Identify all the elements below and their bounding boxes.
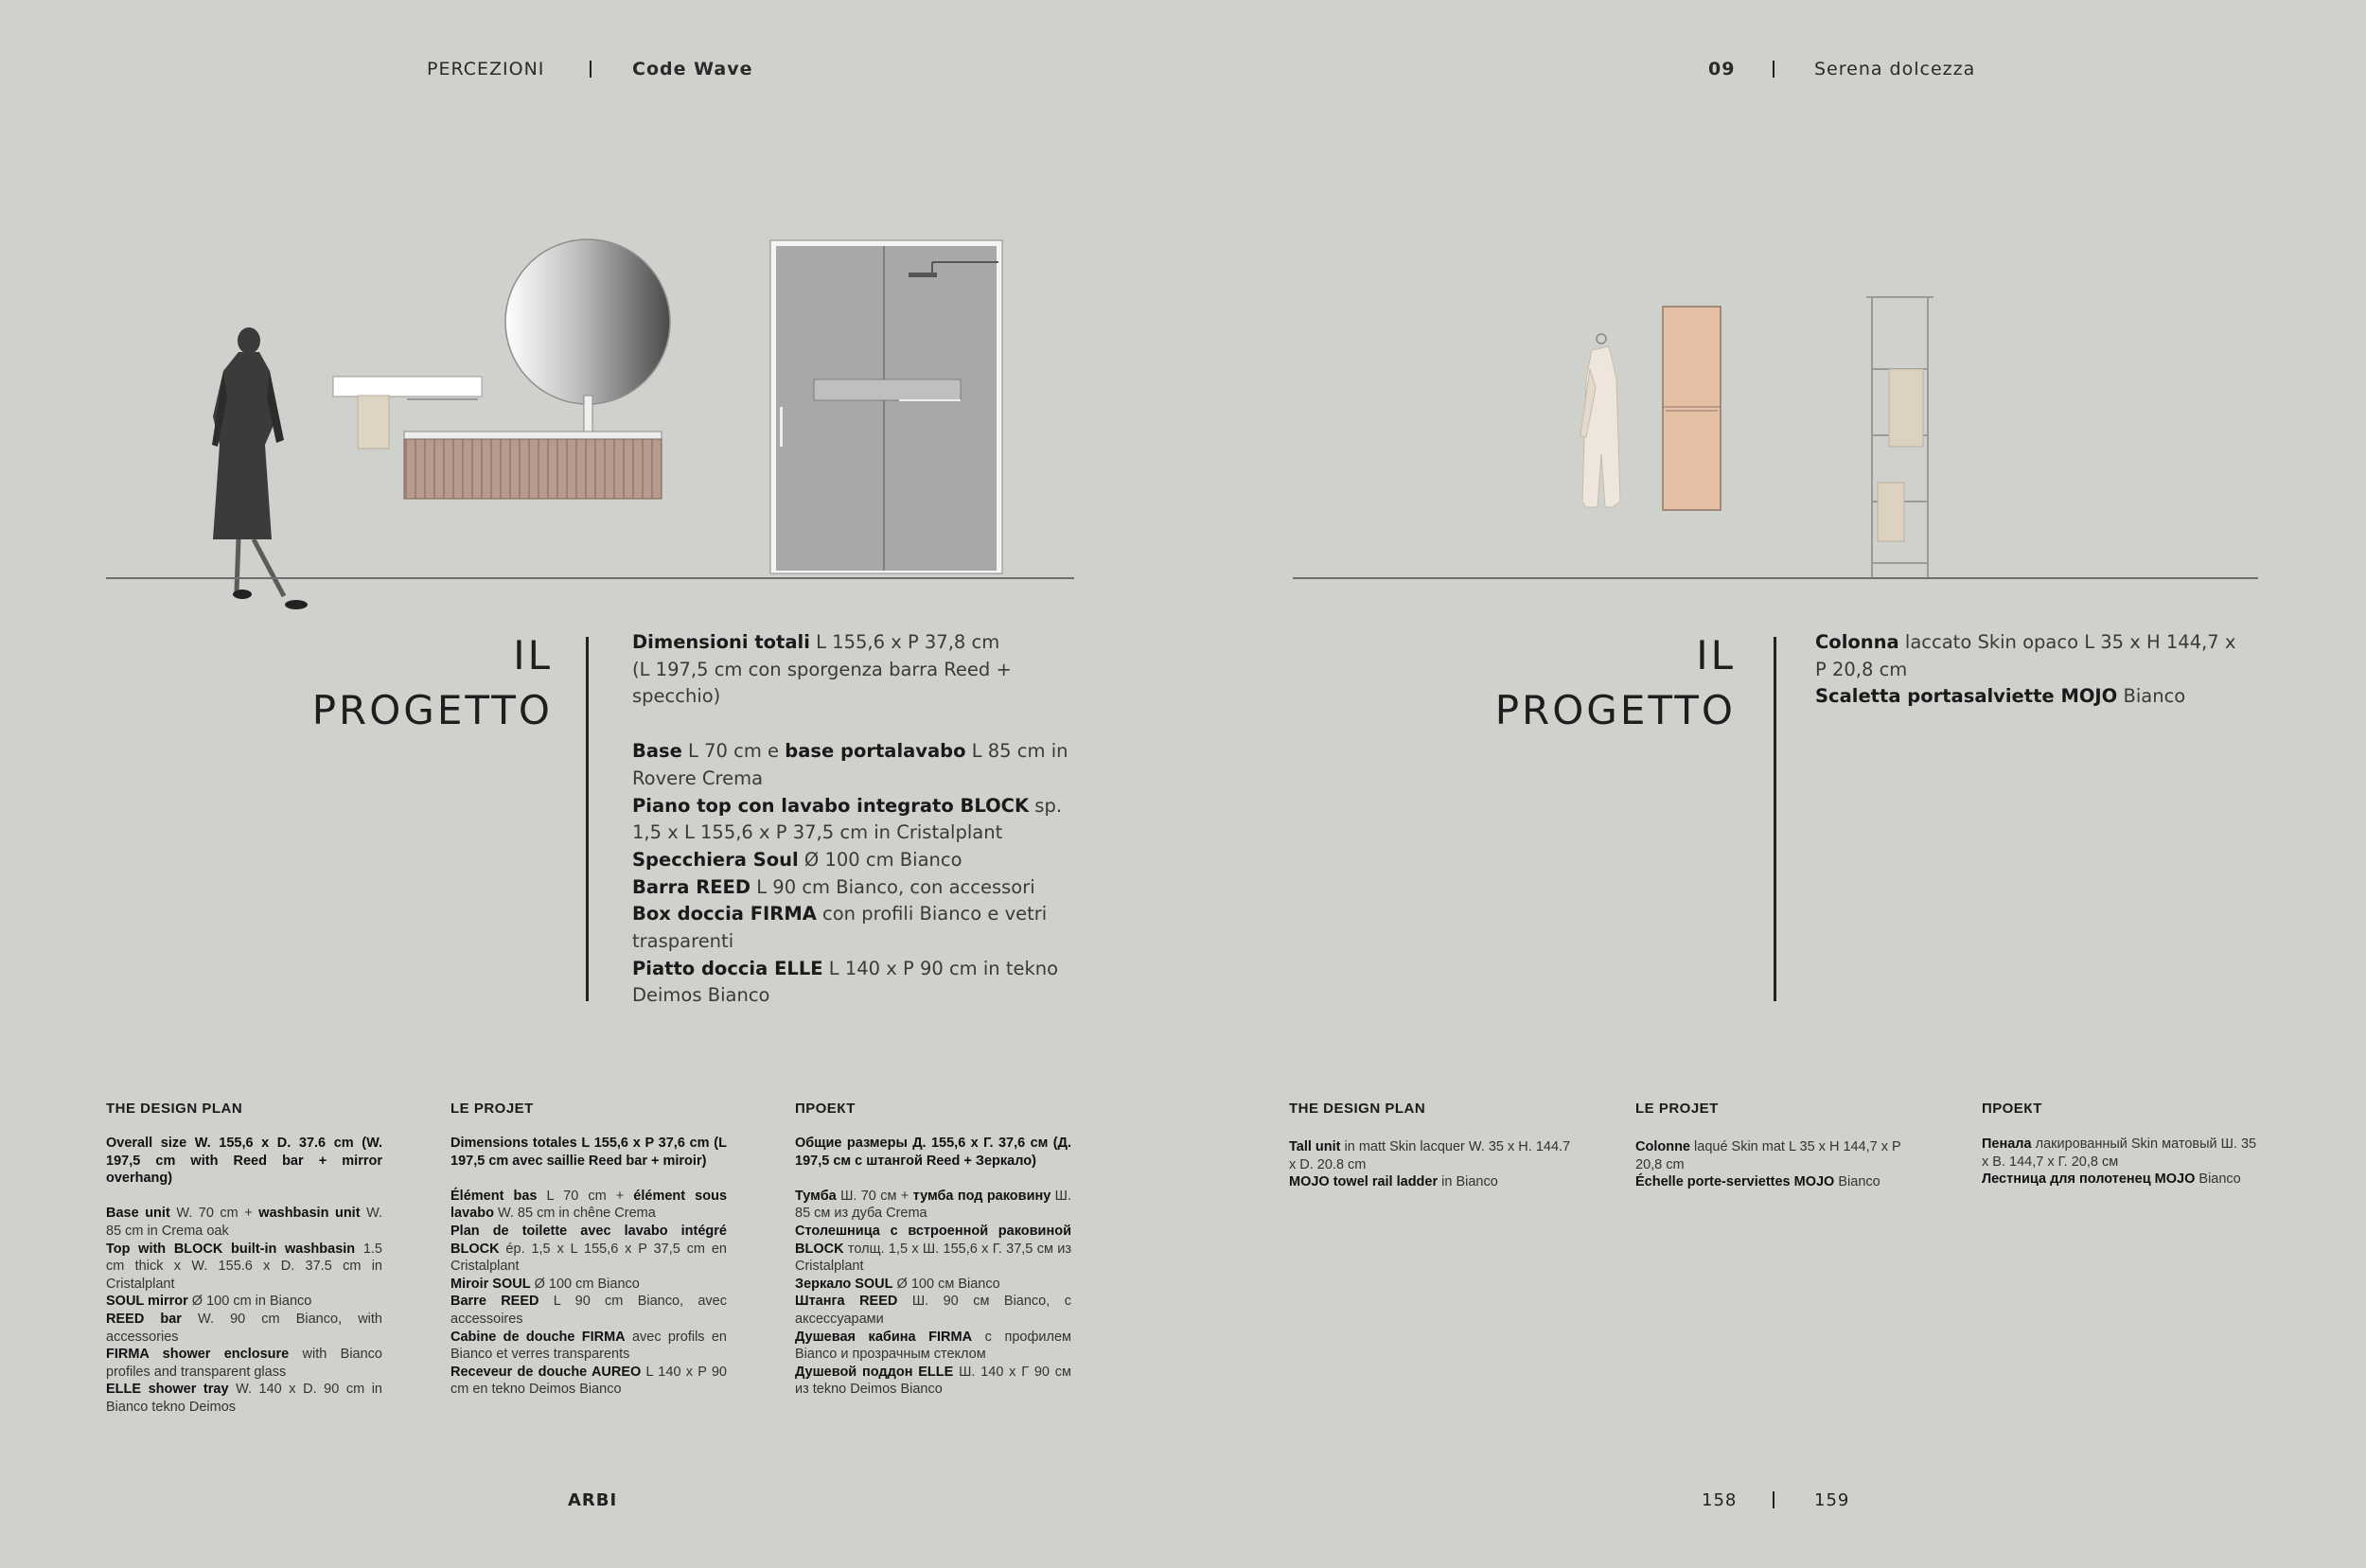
left-title-line2: PROGETTO bbox=[311, 687, 553, 733]
left-item: Base L 70 cm e base portalavabo L 85 cm in Rovere Crema bbox=[632, 740, 1068, 789]
fr-left-item: Barre REED L 90 cm Bianco, avec accessoires bbox=[450, 1294, 727, 1327]
ru-left-item: Душевой поддон ELLE Ш. 140 х Г 90 см из tekno Deimos Bianco bbox=[795, 1364, 1071, 1398]
fr-right-item: Échelle porte-serviettes MOJO Bianco bbox=[1635, 1174, 1880, 1190]
left-item: Box doccia FIRMA con profili Bianco e vetri trasparenti bbox=[632, 903, 1048, 953]
fr-left-item: Plan de toilette avec lavabo intégré BLOCK ép. 1,5 x L 155,6 x P 37,5 cm en Cristalplant bbox=[450, 1223, 727, 1275]
en-left-item: FIRMA shower enclosure with Bianco profiles and transparent glass bbox=[106, 1347, 382, 1380]
ru-right-item: Пенала лакированный Skin матовый Ш. 35 х В. 144,7 х Г. 20,8 см bbox=[1982, 1136, 2257, 1170]
human-figure-icon bbox=[212, 327, 308, 609]
right-project-title bbox=[1420, 628, 1736, 738]
ru-left-item: Душевая кабина FIRMA с профилем Bianco и прозрачным стеклом bbox=[795, 1329, 1072, 1363]
header-chapter-number: 09 bbox=[1708, 59, 1736, 79]
bathrobe-icon bbox=[1580, 334, 1620, 507]
left-item: Barra REED L 90 cm Bianco, con accessori bbox=[632, 875, 1035, 898]
header-separator-right bbox=[1773, 61, 1774, 78]
fr-right-item: Colonne laqué Skin mat L 35 x H 144,7 x P 20,8 cm bbox=[1635, 1139, 1901, 1172]
ru-left-item: Зеркало SOUL Ø 100 см Bianco bbox=[795, 1276, 1000, 1292]
ru-left-item: Штанга REED Ш. 90 см Bianco, с аксессуарами bbox=[795, 1294, 1071, 1327]
left-overall-size bbox=[632, 629, 1077, 657]
towel-ladder bbox=[1866, 297, 1933, 579]
en-left-heading: THE DESIGN PLAN bbox=[106, 1101, 243, 1117]
fr-right-heading: LE PROJET bbox=[1635, 1101, 1719, 1117]
ru-left-item: Столешница с встроенной раковиной BLOCK толщ. 1,5 х Ш. 155,6 х Г. 37,5 см из Cristalplant bbox=[795, 1223, 1071, 1275]
ru-left-item: Тумба Ш. 70 см + тумба под раковину Ш. 85 см из дуба Crema bbox=[795, 1188, 1071, 1222]
left-divider-bar bbox=[586, 637, 589, 1001]
left-project-description bbox=[632, 629, 1077, 1010]
ru-right-heading: ПРОЕКТ bbox=[1982, 1101, 2042, 1117]
fr-left-heading: LE PROJET bbox=[450, 1101, 534, 1117]
footer-separator bbox=[1773, 1491, 1774, 1508]
right-title-line2: PROGETTO bbox=[1494, 687, 1736, 733]
right-project-description bbox=[1815, 629, 2251, 711]
fr-left-overall: Dimensions totales L 155,6 x P 37,6 cm (L 197,5 cm avec saillie Reed bar + miroir) bbox=[450, 1136, 727, 1169]
en-left-overall: Overall size W. 155,6 x D. 37.6 cm (W. 197,5 cm with Reed bar + mirror overhang) bbox=[106, 1136, 382, 1187]
right-title-line1: IL bbox=[1696, 632, 1736, 678]
fr-right-text bbox=[1635, 1138, 1919, 1191]
left-overall-value: L 155,6 x P 37,8 cm bbox=[809, 631, 1000, 653]
right-divider-bar bbox=[1774, 637, 1776, 1001]
left-title-line1: IL bbox=[513, 632, 553, 678]
ru-right-text bbox=[1982, 1136, 2266, 1189]
en-left-item: SOUL mirror Ø 100 cm in Bianco bbox=[106, 1294, 312, 1310]
right-item: Scaletta portasalviette MOJO Bianco bbox=[1815, 685, 2186, 708]
left-project-title bbox=[237, 628, 553, 738]
footer-brand: ARBI bbox=[568, 1490, 618, 1510]
en-left-item: REED bar W. 90 cm Bianco, with accessories bbox=[106, 1311, 382, 1345]
vanity-cabinet bbox=[404, 439, 662, 499]
ru-left-text bbox=[795, 1135, 1071, 1399]
bathroom-elevation-right bbox=[1514, 265, 2006, 587]
footer-page-right: 159 bbox=[1814, 1490, 1850, 1510]
fr-left-text bbox=[450, 1135, 727, 1399]
footer-page-left: 158 bbox=[1702, 1490, 1738, 1510]
round-mirror bbox=[505, 239, 670, 404]
floor-line-right bbox=[1293, 577, 2258, 579]
en-left-item: Top with BLOCK built-in washbasin 1.5 cm thick x W. 155.6 x D. 37.5 cm in Cristalplant bbox=[106, 1241, 382, 1292]
en-right-item: Tall unit in matt Skin lacquer W. 35 x H. 144.7 x D. 20.8 cm bbox=[1289, 1139, 1571, 1172]
en-right-text bbox=[1289, 1138, 1573, 1191]
left-item: Piano top con lavabo integrato BLOCK sp. 1,5 x L 155,6 x P 37,5 cm in Cristalplant bbox=[632, 794, 1063, 844]
fr-left-item: Cabine de douche FIRMA avec profils en Bianco et verres transparents bbox=[450, 1329, 727, 1363]
ru-right-item: Лестница для полотенец MOJO Bianco bbox=[1982, 1172, 2241, 1188]
ru-left-overall: Общие размеры Д. 155,6 х Г. 37,6 см (Д. 197,5 см с штангой Reed + Зеркало) bbox=[795, 1136, 1071, 1169]
ru-left-heading: ПРОЕКТ bbox=[795, 1101, 856, 1117]
left-overall-label: Dimensioni totali bbox=[632, 631, 810, 653]
en-right-heading: THE DESIGN PLAN bbox=[1289, 1101, 1426, 1117]
right-item: Colonna laccato Skin opaco L 35 x H 144,7 x P 20,8 cm bbox=[1815, 631, 2236, 680]
en-left-item: Base unit W. 70 cm + washbasin unit W. 85 cm in Crema oak bbox=[106, 1206, 382, 1239]
header-collection-title: Code Wave bbox=[632, 59, 753, 79]
fr-left-item: Miroir SOUL Ø 100 cm Bianco bbox=[450, 1276, 640, 1292]
tall-column-unit bbox=[1663, 307, 1721, 510]
header-section-label: PERCEZIONI bbox=[427, 59, 545, 79]
fr-left-item: Receveur de douche AUREO L 140 x P 90 cm en tekno Deimos Bianco bbox=[450, 1364, 727, 1398]
en-left-item: ELLE shower tray W. 140 x D. 90 cm in Bianco tekno Deimos bbox=[106, 1382, 382, 1415]
shower-enclosure bbox=[770, 240, 1002, 573]
en-right-item: MOJO towel rail ladder in Bianco bbox=[1289, 1174, 1498, 1190]
header-chapter-title: Serena dolcezza bbox=[1814, 59, 1976, 79]
en-left-text bbox=[106, 1135, 382, 1417]
left-item: Specchiera Soul Ø 100 cm Bianco bbox=[632, 848, 962, 871]
floor-line-left bbox=[106, 577, 1074, 579]
left-overall-sub: (L 197,5 cm con sporgenza barra Reed + specchio) bbox=[632, 658, 1012, 708]
bathroom-elevation-left bbox=[0, 0, 1183, 625]
fr-left-item: Élément bas L 70 cm + élément sous lavabo W. 85 cm in chêne Crema bbox=[450, 1188, 728, 1222]
left-item: Piatto doccia ELLE L 140 x P 90 cm in tekno Deimos Bianco bbox=[632, 957, 1059, 1007]
